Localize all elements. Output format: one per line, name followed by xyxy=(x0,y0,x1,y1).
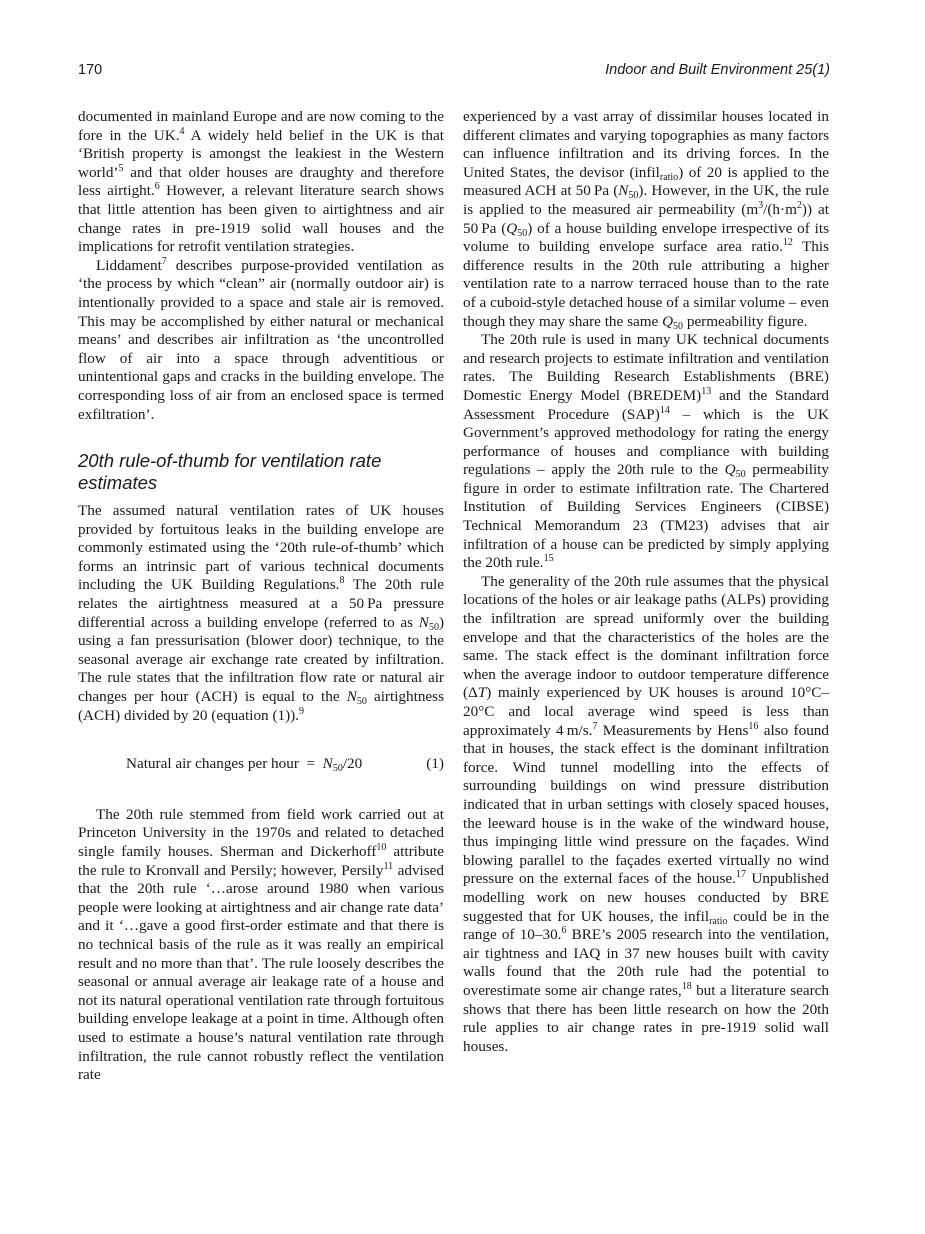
paragraph xyxy=(78,257,444,424)
paragraph xyxy=(463,108,829,331)
text-run: The assumed natural ventilation rates of UK houses provided by fortuitous leaks in the building envelope are commonly estimated using the ‘20th rule-of-thumb’ which forms an intrinsic part of various technical documents including the UK Building Regulations. xyxy=(78,502,444,594)
intro-paragraphs xyxy=(78,108,444,424)
subscript: 50 xyxy=(428,621,439,633)
text-run: describes purpose-provided ventilation as ‘the process by which “clean” air (normally outdoor air) is intentionally provided to a space and stale air is removed. This may be accomplished by either natural or mechanical means’ and describes air infiltration as ‘the uncontrolled flow of air into a space through adventitious or unintentional gaps and cracks in the building envelope. The corresponding loss of air from an enclosed space is termed exfiltration’. xyxy=(78,256,444,423)
paragraph xyxy=(78,806,444,1085)
equation-equals: = xyxy=(306,755,316,773)
text-run: This difference results in the 20th rule attributing a higher ventilation rate to a narrow terraced house than to the rate of a cuboid-style detached house of a similar volume – even though they may share the same xyxy=(463,238,829,330)
reference-superscript: 11 xyxy=(383,860,394,872)
equation-1 xyxy=(78,755,444,774)
paragraph xyxy=(78,502,444,725)
text-run: documented in mainland Europe and are now coming to the fore in the UK. xyxy=(78,108,444,144)
equation-body xyxy=(78,755,362,774)
text-run: permeability figure in order to estimate infiltration rate. The Chartered Institution of Building Services Engineers (CIBSE) Technical Memorandum 23 (TM23) advises that air infiltration of a house can be predicted by simply applying the 20th rule. xyxy=(463,461,829,572)
reference-superscript: 4 xyxy=(179,125,185,137)
subscript: 50 xyxy=(356,696,367,708)
text-run: /(h·m xyxy=(763,200,797,218)
text-run: experienced by a vast array of dissimilar houses located in different climates and varying topographies as many factors can influence infiltration and its driving forces. In the United States, the devisor (infil xyxy=(463,108,829,181)
reference-superscript: 3 xyxy=(758,199,764,211)
text-run: and that older houses are draughty and therefore less airtight. xyxy=(78,163,444,200)
text-run: also found that in houses, the stack effect is the dominant infiltration force. Wind tunnel modelling into the effects of surrounding buildings on wind pressure distribution indicated that in urban settings with closely spaced houses, the leeward house is in the wake of the windward house, thus impinging little wind pressure on the façades. Wind blowing parallel to the façades exerted virtually no wind pressure on the external faces of the house. xyxy=(463,721,829,888)
page-number: 170 xyxy=(78,62,103,78)
after-equation-paragraphs xyxy=(78,806,444,1085)
reference-superscript: 15 xyxy=(543,553,554,565)
text-run: Liddament xyxy=(96,256,162,274)
reference-superscript: 7 xyxy=(592,720,598,732)
text-run: permeability figure. xyxy=(683,312,808,330)
text-run: airtightness (ACH) divided by 20 (equation (1)). xyxy=(78,688,444,724)
text-run: advised that the 20th rule ‘…arose around 1980 when various people were looking at airtightness and air change rate data’ and it ‘…gave a good first-order estimate and that there is no technical basis of the rule as it was really an empirical result and no more than that’. The rule loosely describes the seasonal or annual average air leakage rate of a house and not its natural operational ventilation rate through fortuitous building envelope leakage at a point in time. Although often used to estimate a house’s natural ventilation rate through infiltration, the rule cannot robustly reflect the ventilation rate xyxy=(78,861,445,1084)
text-run: Unpublished modelling work on new houses conducted by BRE suggested that for UK houses, the infil xyxy=(463,870,829,925)
italic-variable: N xyxy=(418,613,429,631)
subscript: 50 xyxy=(628,190,639,202)
text-run: A widely held belief in the UK is that ‘British property is amongst the leakiest in the Western world’ xyxy=(78,126,444,181)
paragraph xyxy=(463,573,829,1056)
subscript: ratio xyxy=(659,171,679,183)
reference-superscript: 18 xyxy=(681,980,692,992)
reference-superscript: 6 xyxy=(154,181,160,193)
subscript: 50 xyxy=(735,469,746,481)
journal-running-head: Indoor and Built Environment 25(1) xyxy=(605,62,830,78)
italic-variable: N xyxy=(618,182,629,200)
equation-number: (1) xyxy=(426,755,444,773)
paragraph xyxy=(463,331,829,573)
text-run: ) mainly experienced by UK houses is around 10°C–20°C and local average wind speed is less than approximately 4 m/s. xyxy=(463,684,829,739)
text-run: ) using a fan pressurisation (blower door) technique, to the seasonal average air exchange rate created by infiltration. The rule states that the infiltration flow rate or natural air changes per hour (ACH) is equal to the xyxy=(78,613,444,706)
text-run: The 20th rule stemmed from field work carried out at Princeton University in the 1970s and related to detached single family houses. Sherman and Dickerhoff xyxy=(78,805,444,860)
reference-superscript: 14 xyxy=(659,404,670,416)
text-run: but a literature search shows that there has been little research on how the 20th rule applies to air change rates in pre-1919 solid wall houses. xyxy=(463,981,830,1055)
text-run: The 20th rule relates the airtightness measured at a 50 Pa pressure differential across a building envelope (referred to as xyxy=(78,576,445,631)
right-column xyxy=(463,108,829,1056)
text-run: The generality of the 20th rule assumes that the physical locations of the holes or air leakage paths (ALPs) providing the infiltration are spread uniformly over the building envelope and that the characteristics of the holes are the same. The stack effect is the dominant infiltration force when the average indoor to outdoor temperature difference (Δ xyxy=(463,572,829,702)
equation-subscript: 50 xyxy=(332,763,343,775)
subscript: 50 xyxy=(673,320,684,332)
reference-superscript: 10 xyxy=(376,842,387,853)
paragraph xyxy=(78,108,444,257)
subscript: ratio xyxy=(709,915,728,927)
reference-superscript: 8 xyxy=(339,575,345,587)
equation-divisor: /20 xyxy=(342,755,363,773)
italic-variable: Q xyxy=(506,219,518,237)
text-run: and the Standard Assessment Procedure (SAP) xyxy=(463,386,829,423)
left-column xyxy=(78,108,444,1085)
reference-superscript: 13 xyxy=(701,385,712,397)
reference-superscript: 12 xyxy=(782,237,793,249)
text-run: attribute the rule to Kronvall and Persily; however, Persily xyxy=(78,843,445,879)
text-run: ). However, in the UK, the rule is applied to the measured air permeability (m xyxy=(463,182,829,218)
text-run: )) at 50 Pa ( xyxy=(463,200,829,237)
reference-superscript: 5 xyxy=(118,162,124,174)
italic-variable: T xyxy=(477,684,487,702)
equation-variable: N xyxy=(322,755,333,773)
text-run: ) of 20 is applied to the measured ACH at 50 Pa ( xyxy=(463,163,829,200)
subscript: 50 xyxy=(517,227,528,239)
section-paragraphs xyxy=(78,502,444,725)
italic-variable: Q xyxy=(662,312,674,330)
reference-superscript: 2 xyxy=(796,199,802,211)
italic-variable: N xyxy=(346,688,357,706)
text-run: – which is the UK Government’s approved methodology for rating the energy performance of houses and compliance with building regulations – apply the 20th rule to the xyxy=(463,405,829,479)
reference-superscript: 16 xyxy=(748,720,759,732)
section-heading: 20th rule-of-thumb for ventilation rate estimates xyxy=(78,450,382,494)
italic-variable: Q xyxy=(724,461,736,479)
reference-superscript: 17 xyxy=(735,869,746,881)
text-run: ) of a house building envelope irrespective of its volume to building envelope surface area ratio. xyxy=(463,219,829,256)
text-run: Measurements by Hens xyxy=(597,721,749,739)
reference-superscript: 6 xyxy=(561,925,567,937)
equation-lhs: Natural air changes per hour xyxy=(126,755,299,773)
reference-superscript: 7 xyxy=(161,255,167,267)
text-run: BRE’s 2005 research into the ventilation, air tightness and IAQ in 37 new houses built with cavity walls found that the 20th rule had the potential to overestimate some air change rates, xyxy=(463,926,829,999)
text-run: However, a relevant literature search shows that little attention has been given to airtightness and air change rates in pre-1919 solid wall houses and the implications for retrofit ventilation strategies. xyxy=(78,182,444,256)
right-paragraphs xyxy=(463,108,829,1056)
reference-superscript: 9 xyxy=(299,705,305,717)
text-run: could be in the range of 10–30. xyxy=(463,907,829,944)
text-run: The 20th rule is used in many UK technical documents and research projects to estimate infiltration and ventilation rates. The Building Research Establishments (BRE) Domestic Energy Model (BREDEM) xyxy=(463,331,829,404)
